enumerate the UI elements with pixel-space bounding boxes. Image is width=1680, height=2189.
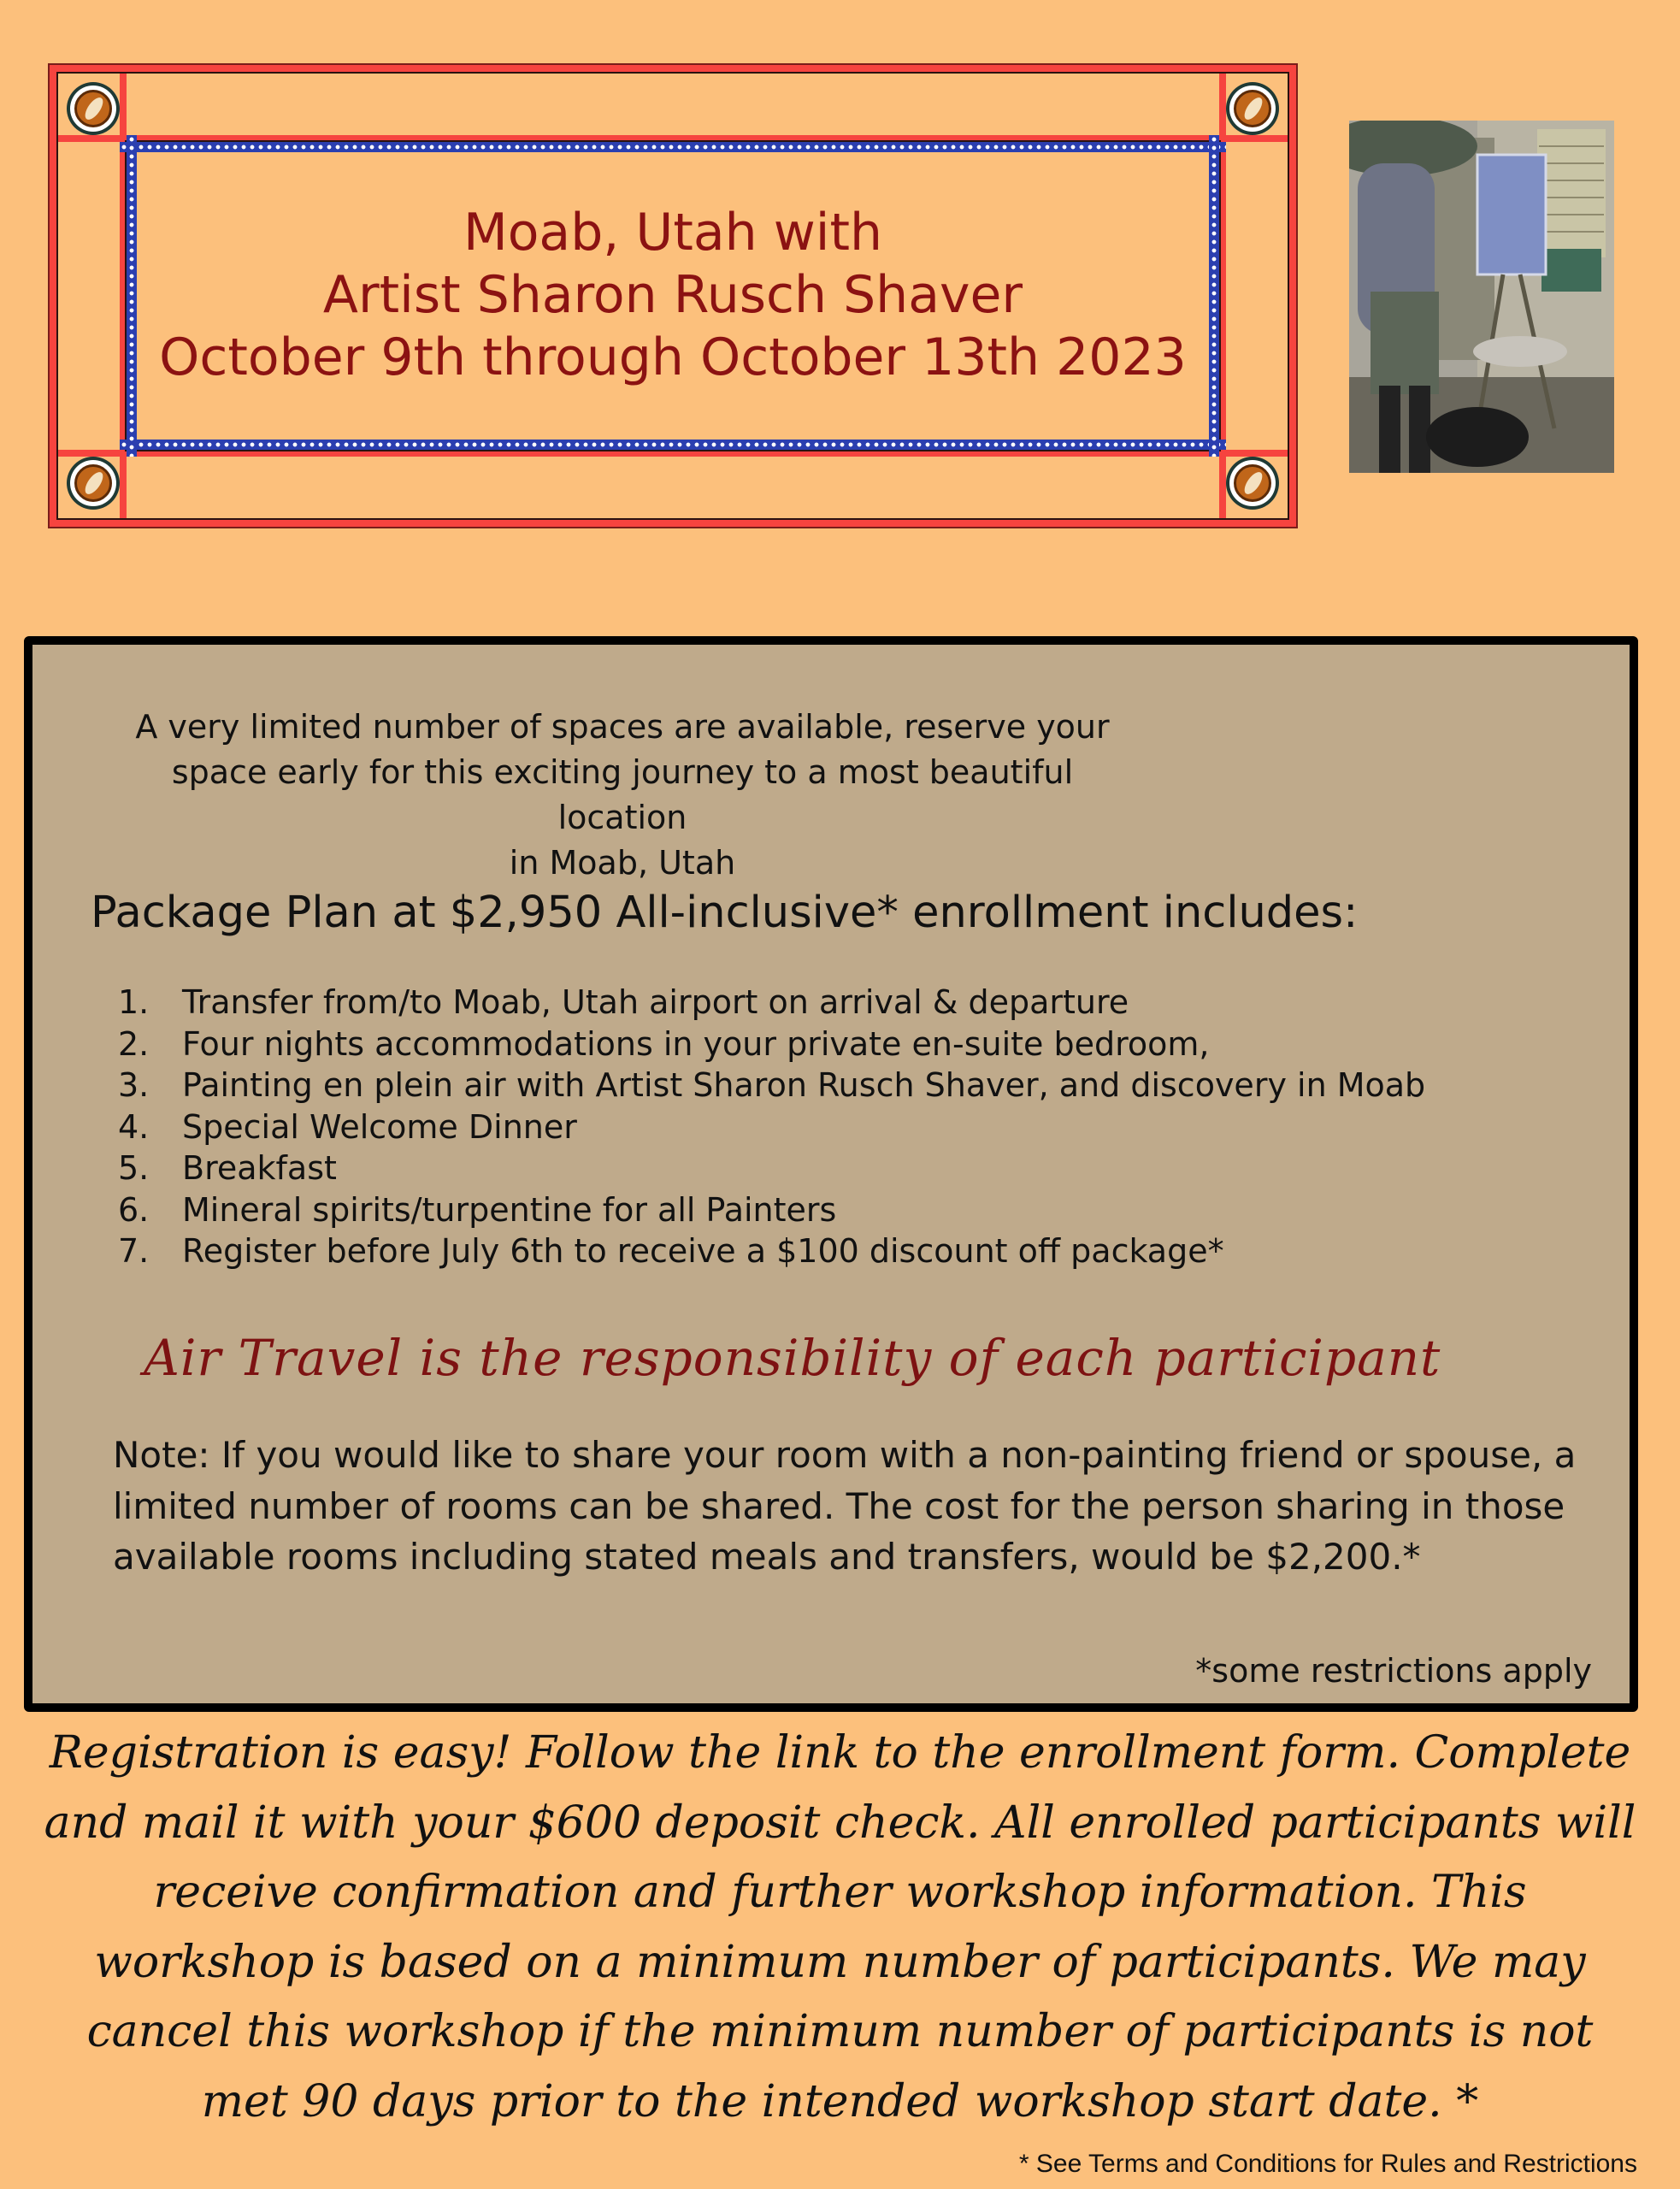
list-text: Breakfast [182, 1149, 337, 1187]
registration-line: receive confirmation and further workshop information. This [153, 1867, 1527, 1918]
dotted-border [120, 440, 1226, 450]
title-line: October 9th through October 13th 2023 [159, 327, 1187, 387]
list-text: Mineral spirits/turpentine for all Painters [182, 1190, 837, 1229]
intro-line: space early for this exciting journey to a most beautiful location [171, 753, 1074, 836]
registration-line: and mail it with your $600 deposit check. All enrolled participants will [44, 1797, 1636, 1849]
restrictions-note: *some restrictions apply [1195, 1652, 1592, 1690]
frame-inner [56, 72, 1289, 520]
page-title [58, 202, 1288, 389]
list-number: 2. [118, 1024, 150, 1063]
list-number: 4. [118, 1107, 150, 1146]
list-item [118, 1230, 1425, 1272]
terms-footnote: * See Terms and Conditions for Rules and Restrictions [1018, 2150, 1637, 2178]
list-item [118, 982, 1425, 1024]
list-item [118, 1024, 1425, 1065]
list-item [118, 1189, 1425, 1231]
registration-line: workshop is based on a minimum number of participants. We may [94, 1936, 1586, 1988]
corner-ornament-icon [67, 82, 120, 135]
package-heading: Package Plan at $2,950 All-inclusive* enrollment includes: [91, 888, 1359, 938]
list-item [118, 1065, 1425, 1106]
list-item [118, 1148, 1425, 1189]
inclusions-list [118, 982, 1425, 1272]
intro-line: A very limited number of spaces are available, reserve your [135, 708, 1110, 746]
intro-line: in Moab, Utah [509, 844, 736, 882]
list-number: 6. [118, 1190, 150, 1229]
info-box [24, 636, 1638, 1712]
list-number: 1. [118, 983, 150, 1021]
title-line: Artist Sharon Rusch Shaver [322, 265, 1023, 325]
list-text: Transfer from/to Moab, Utah airport on arrival & departure [182, 983, 1129, 1021]
registration-text [17, 1719, 1663, 2137]
list-text: Special Welcome Dinner [182, 1107, 577, 1146]
list-text: Four nights accommodations in your private en-suite bedroom, [182, 1024, 1210, 1063]
registration-line: met 90 days prior to the intended workshop start date. * [201, 2075, 1479, 2127]
room-share-note: Note: If you would like to share your room with a non-painting friend or spouse, a limited number of rooms can be shared. The cost for the person sharing in those available rooms including stated meals and transfers, would be $2,200.* [113, 1434, 1577, 1578]
corner-ornament-icon [1226, 82, 1279, 135]
air-travel-notice: Air Travel is the responsibility of each participant [144, 1329, 1441, 1387]
photo-illustration [1349, 121, 1614, 473]
list-number: 7. [118, 1232, 150, 1270]
title-line: Moab, Utah with [463, 203, 883, 263]
frame-rail [58, 135, 1288, 142]
list-number: 5. [118, 1149, 150, 1187]
artist-painting-photo [1349, 121, 1614, 473]
list-item [118, 1106, 1425, 1148]
registration-line: cancel this workshop if the minimum number of participants is not [86, 2006, 1594, 2057]
corner-ornament-icon [1226, 457, 1279, 510]
registration-line: Registration is easy! Follow the link to the enrollment form. Complete [49, 1727, 1631, 1779]
corner-ornament-icon [67, 457, 120, 510]
list-text: Register before July 6th to receive a $100 discount off package* [182, 1232, 1224, 1270]
intro-text [109, 705, 1135, 886]
header-frame [48, 63, 1298, 528]
list-number: 3. [118, 1066, 150, 1104]
list-text: Painting en plein air with Artist Sharon Rusch Shaver, and discovery in Moab [182, 1066, 1426, 1104]
dotted-border [120, 142, 1226, 152]
frame-rail [58, 450, 1288, 457]
